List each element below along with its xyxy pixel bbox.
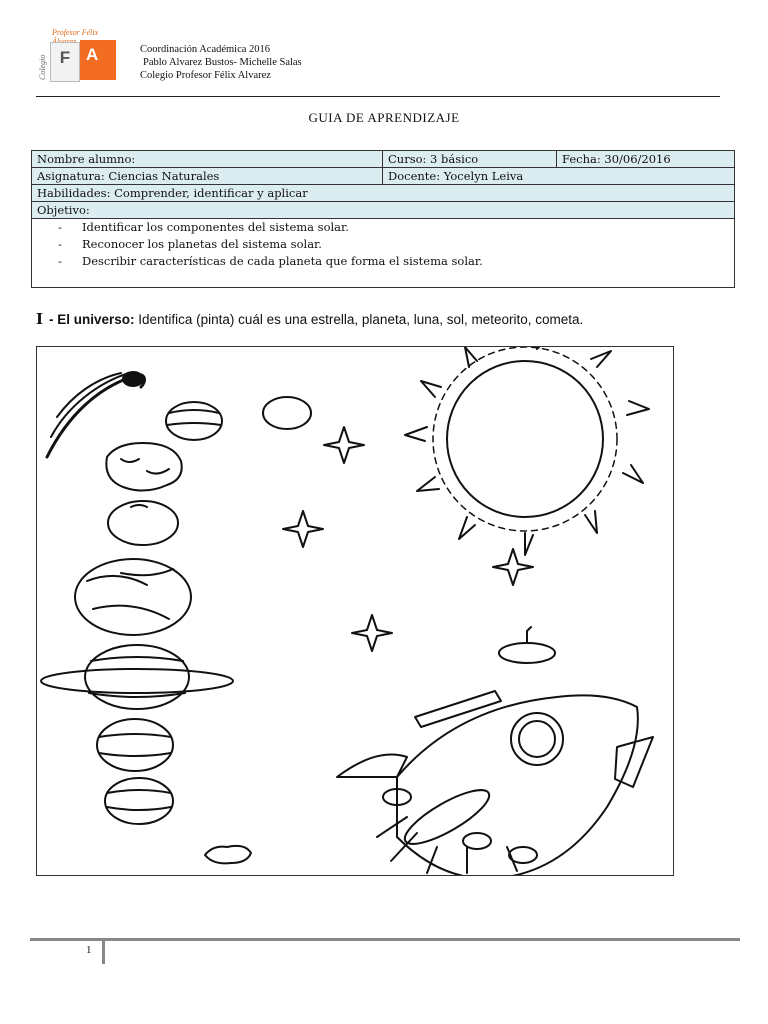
header-line-3: Colegio Profesor Félix Alvarez xyxy=(140,70,271,81)
subject-cell: Asignatura: Ciencias Naturales xyxy=(32,168,383,185)
page-number: 1 xyxy=(86,944,92,956)
footer-divider xyxy=(30,938,740,941)
page-title: GUIA DE APRENDIZAJE xyxy=(308,110,460,125)
student-name-cell[interactable]: Nombre alumno: xyxy=(32,151,383,168)
skills-cell: Habilidades: Comprender, identificar y aplicar xyxy=(32,185,735,202)
header-line-1: Coordinación Académica 2016 xyxy=(140,44,271,55)
sun-icon xyxy=(405,347,649,555)
star-icon xyxy=(324,427,364,463)
star-icon xyxy=(352,615,392,651)
objectives-list xyxy=(32,219,734,270)
universe-coloring-drawing xyxy=(36,346,674,876)
section-instruction: Identifica (pinta) cuál es una estrella, planeta, luna, sol, meteorito, cometa. xyxy=(134,312,584,327)
planet-icon xyxy=(97,719,173,771)
planet-icon xyxy=(108,501,178,545)
logo-side-text: Colegio xyxy=(38,54,47,80)
section-roman-numeral: I xyxy=(36,310,44,328)
info-table xyxy=(31,150,735,288)
school-logo xyxy=(36,28,124,80)
moon-icon xyxy=(263,397,311,429)
logo-letter-a: A xyxy=(80,40,116,80)
logo-arc-text: Profesor Félix xyxy=(52,28,99,37)
planet-icon xyxy=(106,443,181,491)
list-item: - Identificar los componentes del sistema solar. xyxy=(58,220,349,234)
meteorite-icon xyxy=(205,846,251,863)
header-divider xyxy=(36,96,720,97)
header-block xyxy=(140,43,302,82)
planet-icon xyxy=(75,559,191,635)
list-item: - Reconocer los planetas del sistema solar. xyxy=(58,237,322,251)
course-cell: Curso: 3 básico xyxy=(383,151,557,168)
rocket-icon xyxy=(337,627,653,875)
teacher-cell: Docente: Yocelyn Leiva xyxy=(383,168,735,185)
footer-tick xyxy=(102,938,105,964)
section-heading xyxy=(36,310,583,328)
header-line-2: Pablo Alvarez Bustos- Michelle Salas xyxy=(143,57,302,68)
objective-label-cell: Objetivo: xyxy=(32,202,735,219)
planet-icon xyxy=(166,402,222,440)
planet-icon xyxy=(105,778,173,824)
date-cell: Fecha: 30/06/2016 xyxy=(557,151,735,168)
list-item: - Describir características de cada planeta que forma el sistema solar. xyxy=(58,254,483,268)
star-icon xyxy=(493,549,533,585)
objectives-cell xyxy=(32,219,735,288)
saturn-planet-icon xyxy=(41,645,233,709)
star-icon xyxy=(283,511,323,547)
section-label: - El universo: xyxy=(49,312,135,327)
logo-letter-f: F xyxy=(50,42,80,82)
